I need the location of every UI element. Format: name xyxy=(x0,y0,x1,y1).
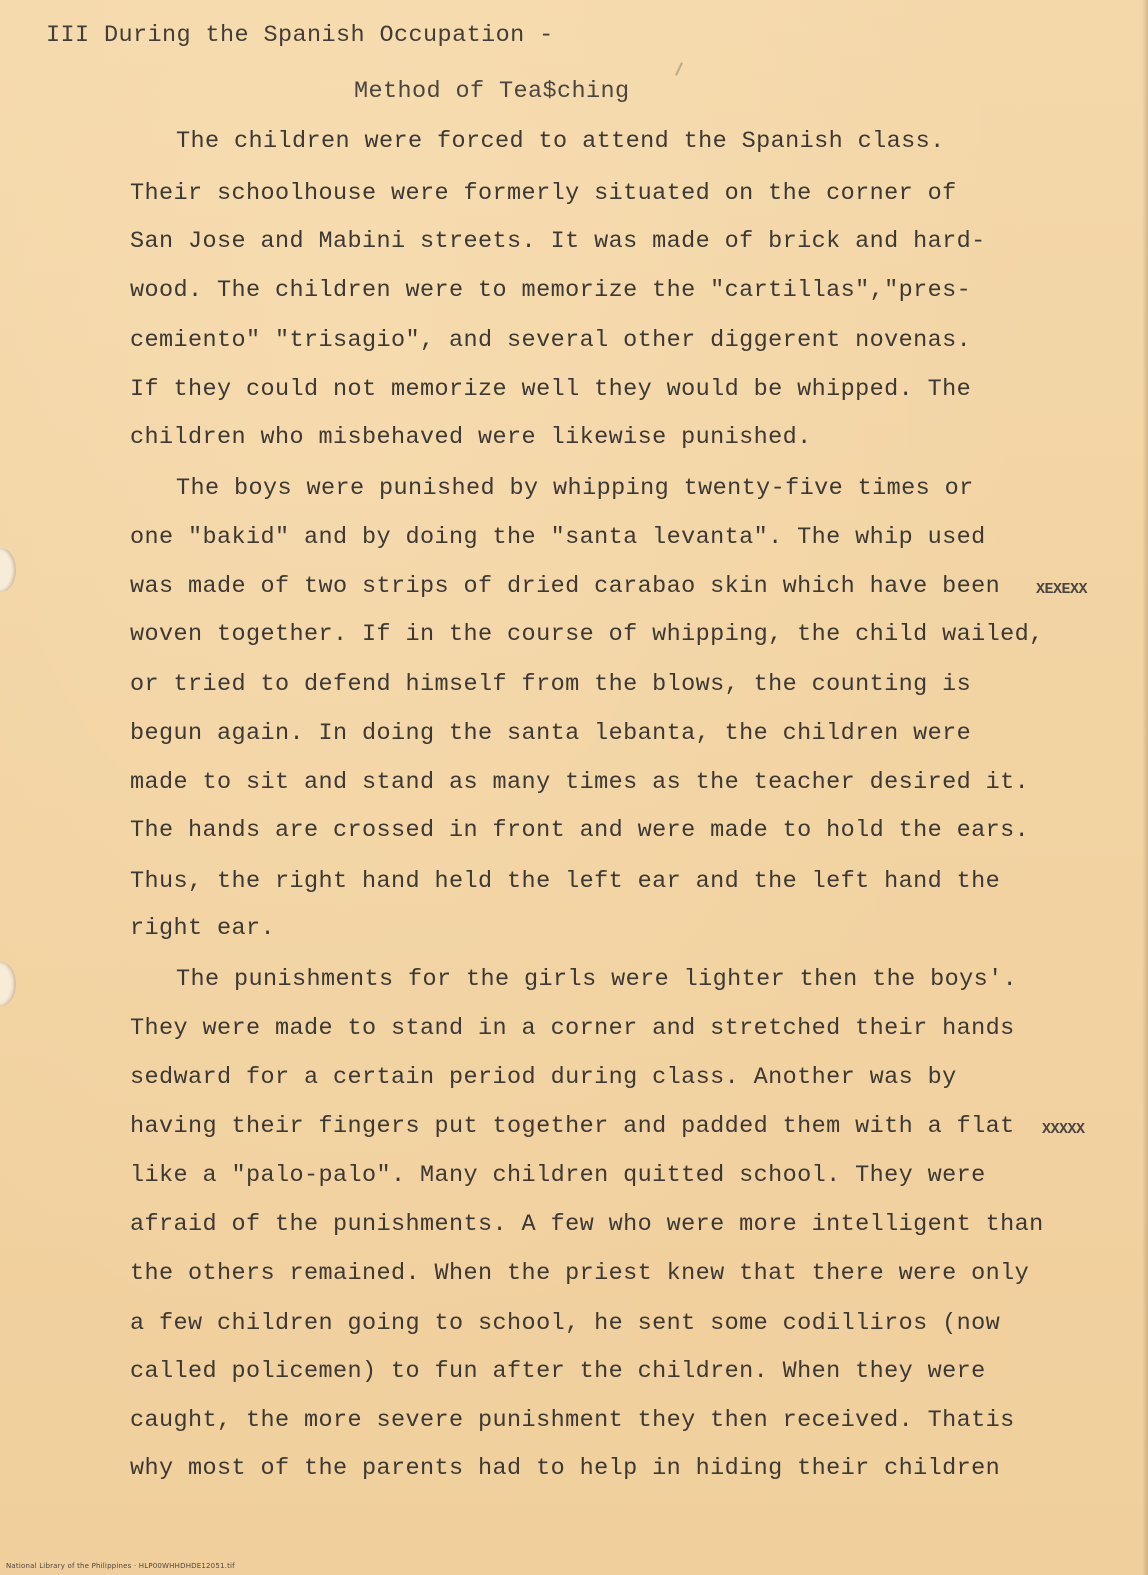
text-line: one "bakid" and by doing the "santa levanta". The whip used xyxy=(130,524,986,551)
text-line: The children were forced to attend the Spanish class. xyxy=(176,128,945,155)
text-line: children who misbehaved were likewise punished. xyxy=(130,424,812,451)
text-line: Their schoolhouse were formerly situated on the corner of xyxy=(130,180,957,207)
text-line: a few children going to school, he sent some codilliros (now xyxy=(130,1310,1001,1337)
binder-hole-top xyxy=(0,548,16,592)
text-line: San Jose and Mabini streets. It was made of brick and hard- xyxy=(130,228,986,255)
text-line: Thus, the right hand held the left ear and the left hand the xyxy=(130,868,1001,895)
text-line: was made of two strips of dried carabao skin which have been xyxy=(130,573,1001,600)
archive-footer: National Library of the Philippines · HLP00WHHDHDE12051.tif xyxy=(6,1562,235,1570)
text-line: If they could not memorize well they would be whipped. The xyxy=(130,376,972,403)
struck-out-text: XXXXX xyxy=(1042,1121,1085,1138)
text-line: The punishments for the girls were lighter then the boys'. xyxy=(176,966,1018,993)
text-line: having their fingers put together and padded them with a flat xyxy=(130,1113,1015,1140)
text-line: made to sit and stand as many times as the teacher desired it. xyxy=(130,769,1030,796)
text-line: The boys were punished by whipping twenty-five times or xyxy=(176,475,974,502)
text-line: right ear. xyxy=(130,915,276,942)
text-line: why most of the parents had to help in hiding their children xyxy=(130,1455,1001,1482)
text-line: woven together. If in the course of whipping, the child wailed, xyxy=(130,621,1044,648)
text-line: like a "palo-palo". Many children quitted school. They were xyxy=(130,1162,986,1189)
text-line: sedward for a certain period during class. Another was by xyxy=(130,1064,957,1091)
text-line: called policemen) to fun after the children. When they were xyxy=(130,1358,986,1385)
text-line: The hands are crossed in front and were made to hold the ears. xyxy=(130,817,1030,844)
text-line: begun again. In doing the santa lebanta, the children were xyxy=(130,720,972,747)
struck-out-text: XEXEXX xyxy=(1036,581,1088,598)
page-edge-shadow xyxy=(1142,0,1148,1575)
text-line: caught, the more severe punishment they then received. Thatis xyxy=(130,1407,1015,1434)
binder-hole-bottom xyxy=(0,962,16,1006)
text-line: afraid of the punishments. A few who were more intelligent than xyxy=(130,1211,1044,1238)
text-line: the others remained. When the priest knew that there were only xyxy=(130,1260,1030,1287)
section-heading: III During the Spanish Occupation - xyxy=(46,22,554,49)
text-line: cemiento" "trisagio", and several other diggerent novenas. xyxy=(130,327,972,354)
text-line: or tried to defend himself from the blows, the counting is xyxy=(130,671,972,698)
ink-mark xyxy=(675,62,683,76)
section-title: Method of Tea$ching xyxy=(354,78,630,105)
text-line: They were made to stand in a corner and stretched their hands xyxy=(130,1015,1015,1042)
text-line: wood. The children were to memorize the "cartillas","pres- xyxy=(130,277,972,304)
